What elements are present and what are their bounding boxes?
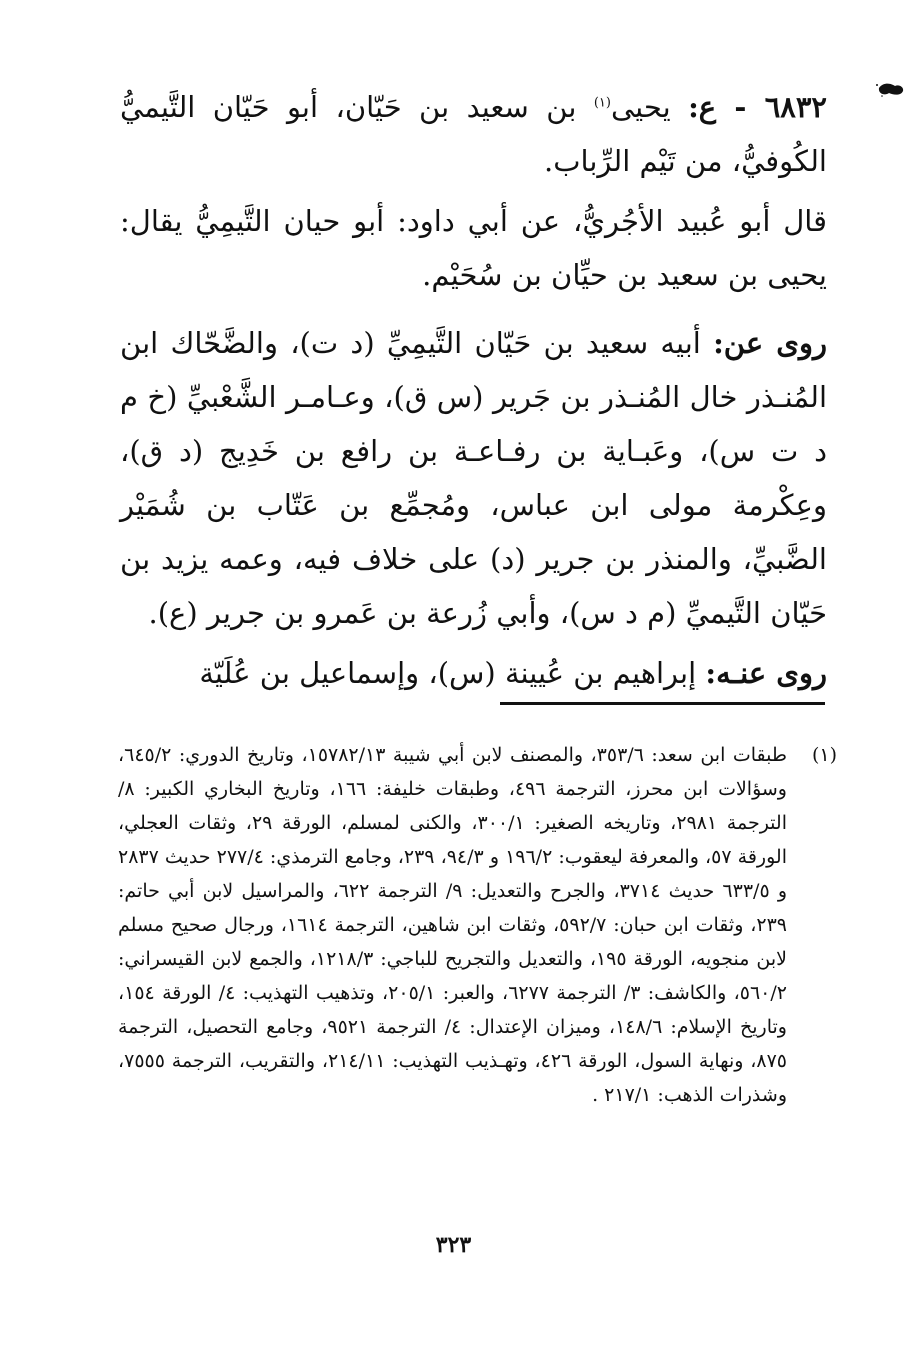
ink-blot-icon	[875, 80, 905, 98]
footnote-text: طبقات ابن سعد: ٣٥٣/٦، والمصنف لابن أبي شيبة ١٥٧٨٢/١٣، وتاريخ الدوري: ٦٤٥/٢، وسؤالات ابن محرز، الترجمة ٤٩٦، وطبقات خليفة: ١٦٦، وتاريخ البخاري الكبير: ٨/ الترجمة ٢٩٨١، وتاريخه الصغير: ٣٠٠/١، والكنى لمسلم، الورقة ٢٩، وثقات العجلي، الورقة ٥٧، والمعرفة ليعقوب: ١٩٦/٢ و ٩٤/٣، ٢٣٩، وجامع الترمذي: ٢٧٧/٤ حديث ٢٨٣٧ و ٦٣٣/٥ حديث ٣٧١٤، والجرح والتعديل: ٩/ الترجمة ٦٢٢، والمراسيل لابن أبي حاتم: ٢٣٩، وثقات ابن حبان: ٥٩٢/٧، وثقات ابن شاهين، الترجمة ١٦١٤، ورجال صحيح مسلم لابن منجويه، الورقة ١٩٥، والتعديل والتجريح للباجي: ١٢١٨/٣، والجمع لابن القيسراني: ٥٦٠/٢، والكاشف: ٣/ الترجمة ٦٢٧٧، والعبر: ٢٠٥/١، وتذهيب التهذيب: ٤/ الورقة ١٥٤، وتاريخ الإسلام: ١٤٨/٦، وميزان الإعتدال: ٤/ الترجمة ٩٥٢١، وجامع التحصيل، الترجمة ٨٧٥، ونهاية السول، الورقة ٤٢٦، وتهـذيب التهذيب: ٢١٤/١١، والتقريب، الترجمة ٧٥٥٥، وشذرات الذهب: ٢١٧/١ .	[118, 744, 788, 1106]
footnote	[118, 738, 837, 1112]
qala-paragraph: قال أبو عُبيد الأجُريُّ، عن أبي داود: أبو حيان التَّيمِيُّ يقال: يحيى بن سعيد بن حيِّان بن سُحَيْم.	[120, 204, 827, 292]
rawa-anhu-paragraph	[120, 646, 827, 700]
rawa-anhu-text: إبراهيم بن عُيينة (س)، وإسماعيل بن عُلَيّة	[199, 656, 697, 690]
rawa-anhu-label: روى عنـه:	[705, 656, 827, 690]
rawa-an-text: أبيه سعيد بن حَيّان التَّيمِيِّ (د ت)، والضَّحّاك ابن المُنـذر خال المُنـذر بن جَرير (س ق)، وعـامـر الشَّعْبيِّ (خ م د ت س)، وعَبـاية بن رفـاعـة بن رافع بن خَدِيج (د ق)، وعِكْرمة مولى ابن عباس، ومُجمِّع بن عَتّاب بن شُمَيْر الضَّبيِّ، والمنذر بن جرير (د) على خلاف فيه، وعمه يزيد بن حَيّان التَّيميِّ (م د س)، وأبي زُرعة بن عَمرو بن جرير (ع).	[120, 326, 827, 630]
footnote-separator	[500, 702, 825, 705]
footnote-reference: (١)	[593, 95, 611, 111]
footnote-marker: (١)	[811, 744, 837, 766]
entry-number: ٦٨٣٢ - ع:	[688, 90, 827, 124]
entry-heading	[120, 80, 827, 188]
page-number: ٣٢٣	[435, 1232, 472, 1258]
rawa-an-paragraph	[120, 316, 827, 640]
rawa-an-label: روى عن:	[713, 326, 828, 360]
entry-lineage: بن سعيد بن حَيّان، أبو حَيّان التَّيميُّ الكُوفيُّ، من تَيْم الرِّباب.	[120, 90, 827, 178]
entry-name: يحيى	[610, 90, 671, 124]
main-text	[120, 80, 827, 700]
